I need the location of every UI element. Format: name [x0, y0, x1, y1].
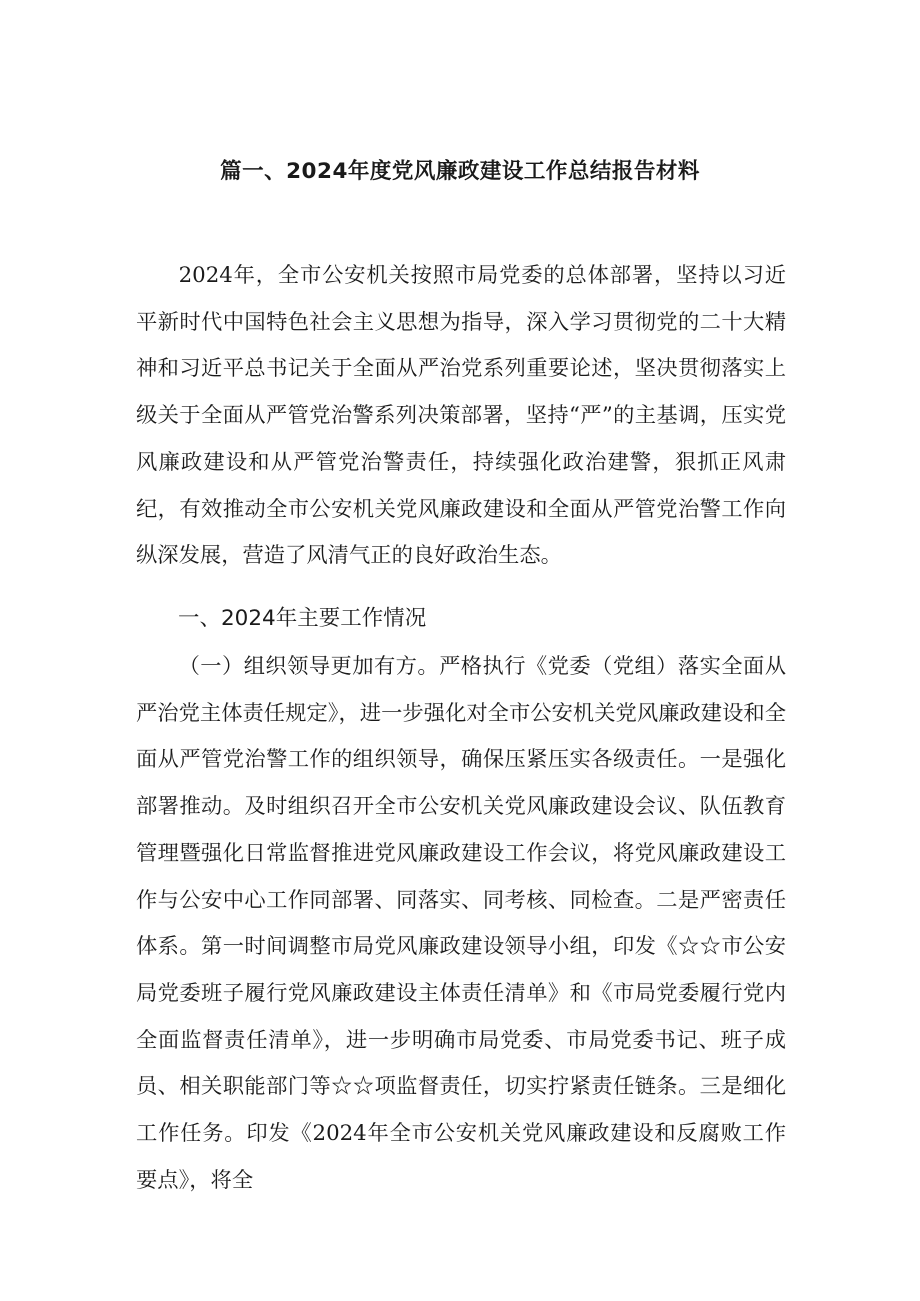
section-paragraph: （一）组织领导更加有方。严格执行《党委（党组）落实全面从严治党主体责任规定》，进一步强化对全市公安机关党风廉政建设和全面从严管党治警工作的组织领导，确保压紧压实各级责任。一是强化部署推动。及时组织召开全市公安机关党风廉政建设会议、队伍教育管理暨强化日常监督推进党风廉政建设工作会议，将党风廉政建设工作与公安中心工作同部署、同落实、同考核、同检查。二是严密责任体系。第一时间调整市局党风廉政建设领导小组，印发《☆☆市公安局党委班子履行党风廉政建设主体责任清单》和《市局党委履行党内全面监督责任清单》，进一步明确市局党委、市局党委书记、班子成员、相关职能部门等☆☆项监督责任，切实拧紧责任链条。三是细化工作任务。印发《2024年全市公安机关党风廉政建设和反腐败工作要点》，将全 [136, 654, 786, 1193]
section-heading: 一、2024年主要工作情况 [178, 606, 427, 631]
intro-paragraph: 2024年，全市公安机关按照市局党委的总体部署，坚持以习近平新时代中国特色社会主义思想为指导，深入学习贯彻党的二十大精神和习近平总书记关于全面从严治党系列重要论述，坚决贯彻落实上级关于全面从严管党治警系列决策部署，坚持“严”的主基调，压实党风廉政建设和从严管党治警责任，持续强化政治建警，狠抓正风肃纪，有效推动全市公安机关党风廉政建设和全面从严管党治警工作向纵深发展，营造了风清气正的良好政治生态。 [136, 263, 786, 569]
document-title: 篇一、2024年度党风廉政建设工作总结报告材料 [220, 159, 700, 184]
